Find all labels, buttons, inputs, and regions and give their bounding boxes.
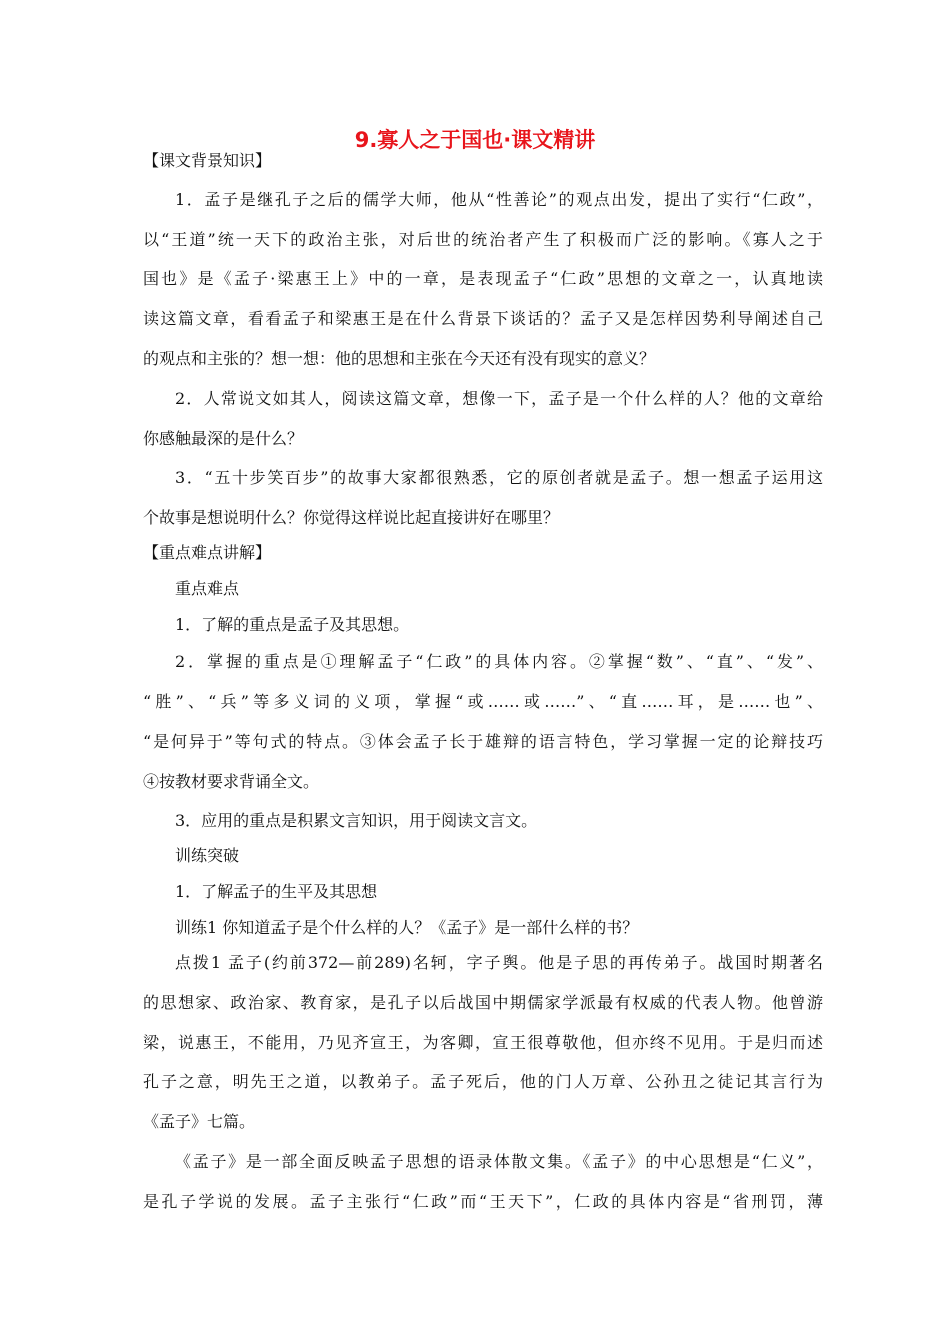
paragraph-line: 的思想家、政治家、教育家，是孔子以后战国中期儒家学派最有权威的代表人物。他曾游 xyxy=(143,993,823,1012)
paragraph-line: 国也》是《孟子·梁惠王上》中的一章，是表现孟子“仁政”思想的文章之一，认真地读 xyxy=(143,269,823,288)
paragraph-line: 个故事是想说明什么？你觉得这样说比起直接讲好在哪里？ xyxy=(143,508,560,527)
paragraph-line: 孔子之意，明先王之道，以教弟子。孟子死后，他的门人万章、公孙丑之徒记其言行为 xyxy=(143,1072,823,1091)
paragraph-line: 你感触最深的是什么？ xyxy=(143,429,304,448)
paragraph-line: 梁，说惠王，不能用，乃见齐宣王，为客卿，宣王很尊敬他，但亦终不见用。于是归而述 xyxy=(143,1033,823,1052)
paragraph-line: 读这篇文章，看看孟子和梁惠王是在什么背景下谈话的？孟子又是怎样因势利导阐述自己 xyxy=(143,309,823,328)
paragraph-line: ④按教材要求背诵全文。 xyxy=(143,772,320,791)
paragraph-line: 1．了解的重点是孟子及其思想。 xyxy=(175,615,410,634)
paragraph-line: 《孟子》七篇。 xyxy=(143,1112,256,1131)
subheading: 重点难点 xyxy=(175,579,240,598)
paragraph-line: “胜”、“兵”等多义词的义项，掌握“或……或……”、“直……耳，是……也”、 xyxy=(143,692,823,711)
section-heading-background: 【课文背景知识】 xyxy=(143,151,272,170)
paragraph-line: 2．人常说文如其人，阅读这篇文章，想像一下，孟子是一个什么样的人？他的文章给 xyxy=(175,389,823,408)
paragraph-line: 3．应用的重点是积累文言知识，用于阅读文言文。 xyxy=(175,811,538,830)
paragraph-line: 2．掌握的重点是①理解孟子“仁政”的具体内容。②掌握“数”、“直”、“发”、 xyxy=(175,652,823,671)
paragraph-line: 《孟子》是一部全面反映孟子思想的语录体散文集。《孟子》的中心思想是“仁义”， xyxy=(175,1152,823,1171)
paragraph-line: 以“王道”统一天下的政治主张，对后世的统治者产生了积极而广泛的影响。《寡人之于 xyxy=(143,230,823,249)
paragraph-line: 1．了解孟子的生平及其思想 xyxy=(175,882,378,901)
paragraph-line: 的观点和主张的？想一想：他的思想和主张在今天还有没有现实的意义？ xyxy=(143,349,656,368)
subheading: 训练突破 xyxy=(175,846,240,865)
paragraph-line: “是何异于”等句式的特点。③体会孟子长于雄辩的语言特色，学习掌握一定的论辩技巧 xyxy=(143,732,823,751)
paragraph-line: 训练1 你知道孟子是个什么样的人？《孟子》是一部什么样的书？ xyxy=(175,918,639,937)
paragraph-line: 1．孟子是继孔子之后的儒学大师，他从“性善论”的观点出发，提出了实行“仁政”， xyxy=(175,190,823,209)
paragraph-line: 是孔子学说的发展。孟子主张行“仁政”而“王天下”，仁政的具体内容是“省刑罚，薄 xyxy=(143,1192,823,1211)
paragraph-line: 3．“五十步笑百步”的故事大家都很熟悉，它的原创者就是孟子。想一想孟子运用这 xyxy=(175,468,823,487)
document-title: 9.寡人之于国也·课文精讲 xyxy=(354,128,596,152)
section-heading-key-points: 【重点难点讲解】 xyxy=(143,543,272,562)
paragraph-line: 点拨1 孟子(约前372—前289)名轲，字子舆。他是子思的再传弟子。战国时期著名 xyxy=(175,953,823,972)
